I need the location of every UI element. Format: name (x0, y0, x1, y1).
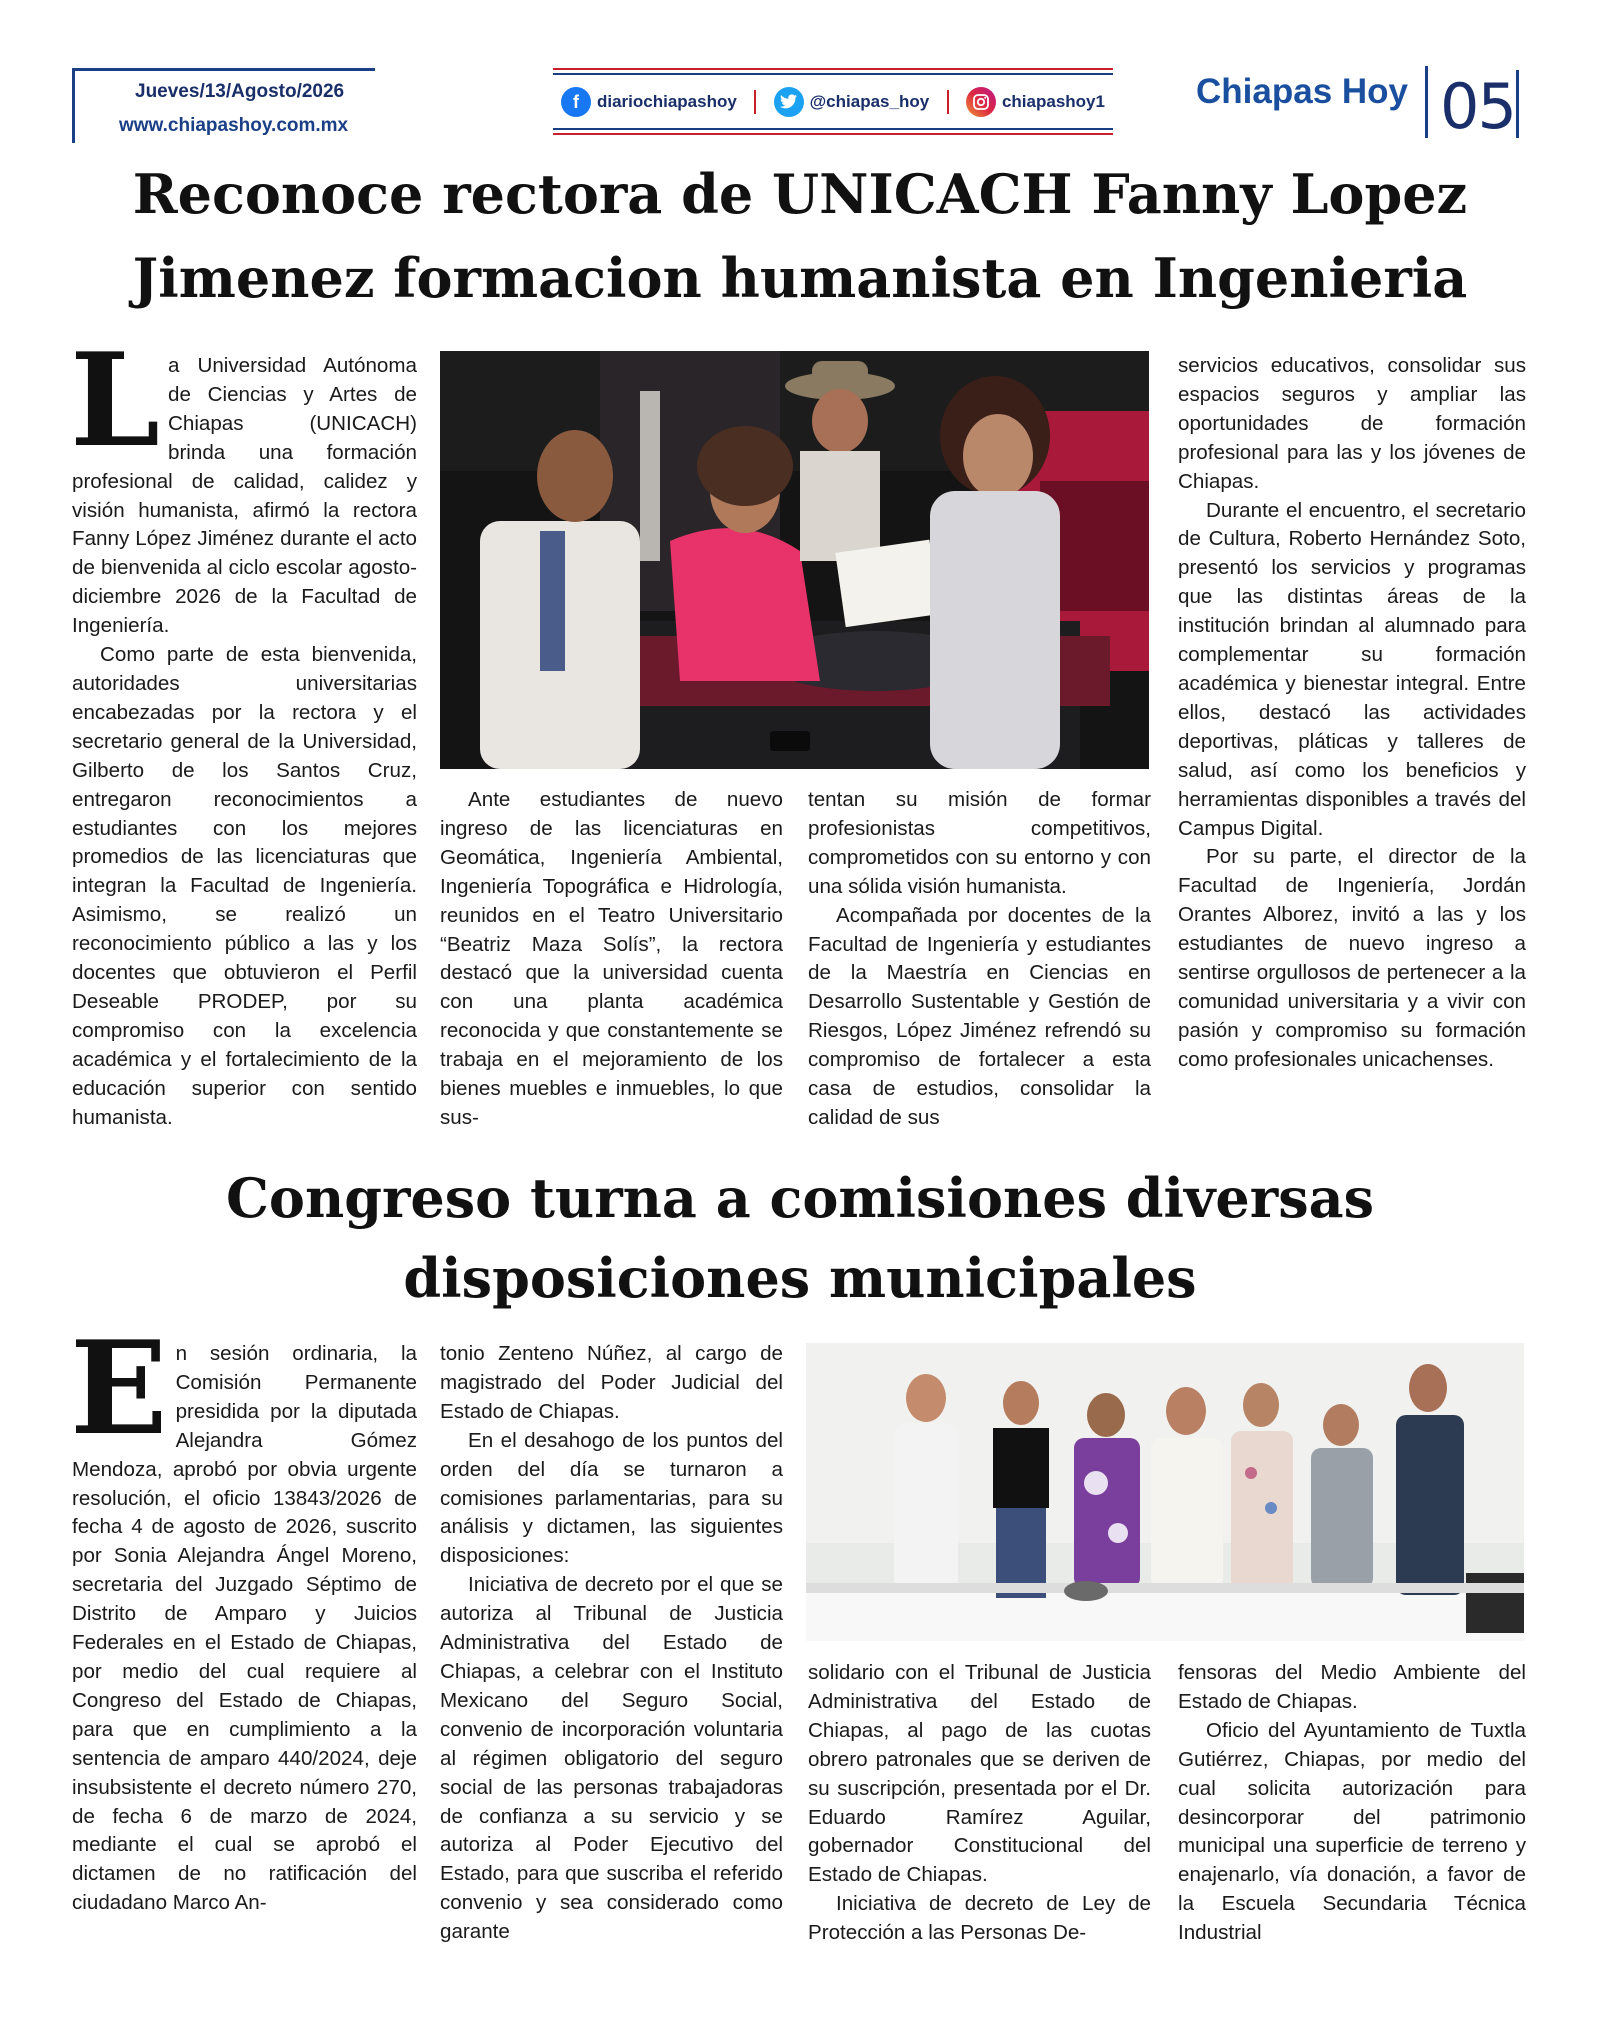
issue-date: Jueves/13/Agosto/2026 (135, 81, 345, 102)
paragraph: servicios educativos, consolidar sus espacios seguros y ampliar las oportunidades de formación profesional para las y los jóvenes de Chiapas. (1178, 354, 1526, 493)
article2-column-3 (808, 1659, 1151, 1948)
dropcap: L (70, 326, 160, 476)
twitter-link[interactable] (774, 87, 930, 117)
article2-photo (806, 1343, 1524, 1641)
paragraph: a Universidad Autónoma de Ciencias y Artes de Chiapas (UNICACH) brinda una formación profesional de calidad, calidez y visión humanista, afirmó la rectora Fanny López Jiménez durante el acto de bienvenida al ciclo escolar agosto-diciembre 2026 de la Facultad de Ingeniería. (72, 354, 417, 638)
article1-column-3 (808, 786, 1151, 1133)
paragraph: Durante el encuentro, el secretario de Cultura, Roberto Hernández Soto, presentó los servicios y programas que las distintas áreas de la institución brindan al alumnado para complementar su formación académica y bienestar integral. Entre ellos, destacó las actividades deportivas, pláticas y talleres de salud, así como los beneficios y herramientas disponibles a través del Campus Digital. (1178, 498, 1526, 840)
article1-column-4 (1178, 352, 1526, 1075)
newspaper-brand: Chiapas Hoy (1196, 72, 1408, 111)
website-link[interactable]: www.chiapashoy.com.mx (119, 115, 349, 136)
twitter-handle: @chiapas_hoy (809, 92, 930, 111)
facebook-handle: diariochiapashoy (597, 92, 737, 111)
article1-headline-line1: Reconoce rectora de UNICACH Fanny Lopez (132, 162, 1468, 226)
instagram-link[interactable] (966, 87, 1105, 117)
article2-column-2 (440, 1340, 783, 1947)
facebook-icon: f (561, 87, 591, 117)
dropcap: E (70, 1314, 168, 1464)
article2-headline-line2: disposiciones municipales (403, 1246, 1197, 1310)
paragraph: fensoras del Medio Ambiente del Estado de Chiapas. (1178, 1661, 1526, 1713)
paragraph: tentan su misión de formar profesionistas competitivos, comprometidos con su entorno y con una sólida visión humanista. (808, 788, 1151, 898)
divider (947, 90, 949, 114)
divider (553, 73, 1113, 75)
article1-column-1 (70, 326, 417, 1132)
paragraph: Oficio del Ayuntamiento de Tuxtla Gutiérrez, Chiapas, por medio del cual solicita autorización para desincorporar del patrimonio municipal una superficie de terreno y enajenarlo, vía donación, a favor de la Escuela Secundaria Técnica Industrial (1178, 1718, 1526, 1945)
page-number: 05 (1440, 70, 1515, 143)
article1-headline-line2: Jimenez formacion humanista en Ingenieria (132, 246, 1468, 310)
paragraph: Acompañada por docentes de la Facultad de Ingeniería y estudiantes de la Maestría en Ciencias en Desarrollo Sustentable y Gestión de Riesgos, López Jiménez refrendó su compromiso de fortalecer a esta casa de estudios, consolidar la calidad de sus (808, 903, 1151, 1129)
divider (553, 133, 1113, 135)
instagram-icon (966, 87, 996, 117)
divider (1516, 70, 1519, 138)
social-bar (553, 68, 1113, 136)
header-dateline (72, 68, 375, 143)
article2-column-4 (1178, 1659, 1526, 1948)
divider (754, 90, 756, 114)
divider (553, 128, 1113, 130)
paragraph: Como parte de esta bienvenida, autoridades universitarias encabezadas por la rectora y el secretario general de la Universidad, Gilberto de los Santos Cruz, entregaron reconocimientos a estudiantes con los mejores promedios de las licenciaturas que integran la Facultad de Ingeniería. Asimismo, se realizó un reconocimiento público a las y los docentes que obtuvieron el Perfil Deseable PRODEP, por su compromiso con la excelencia académica y el fortalecimiento de la educación superior con sentido humanista. (72, 643, 417, 1129)
article1-column-2 (440, 786, 783, 1133)
paragraph: Iniciativa de decreto por el que se autoriza al Tribunal de Justicia Administrativa del Estado de Chiapas, a celebrar con el Instituto Mexicano del Seguro Social, convenio de incorporación voluntaria al régimen obligatorio del seguro social de las personas trabajadoras de confianza a su servicio y se autoriza al Poder Ejecutivo del Estado, para que suscriba el referido convenio y sea considerado como garante (440, 1573, 783, 1944)
article2-column-1 (70, 1314, 417, 1918)
paragraph: En el desahogo de los puntos del orden del día se turnaron a comisiones parlamentarias, para su análisis y dictamen, las siguientes disposiciones: (440, 1428, 783, 1568)
facebook-link[interactable] (561, 87, 737, 117)
paragraph: Ante estudiantes de nuevo ingreso de las licenciaturas en Geomática, Ingeniería Ambiental, Ingeniería Topográfica e Hidrología, reunidos en el Teatro Universitario “Beatriz Maza Solís”, la rectora destacó que la universidad cuenta con una planta académica reconocida y que constantemente se trabaja en el mejoramiento de los bienes muebles e inmuebles, lo que sus- (440, 788, 783, 1129)
paragraph: n sesión ordinaria, la Comisión Permanente presidida por la diputada Alejandra Gómez Mendoza, aprobó por obvia urgente resolución, el oficio 13843/2026 de fecha 4 de agosto de 2026, suscrito por Sonia Alejandra Ángel Moreno, secretaria del Juzgado Séptimo de Distrito de Amparo y Juicios Federales en el Estado de Chiapas, por medio del cual requiere al Congreso del Estado de Chiapas, para que en cumplimiento a la sentencia de amparo 440/2024, deje insubsistente el decreto número 270, de fecha 6 de marzo de 2024, mediante el cual se aprobó el dictamen de no ratificación del ciudadano Marco An- (72, 1342, 417, 1915)
paragraph: Por su parte, el director de la Facultad de Ingeniería, Jordán Orantes Alborez, invitó a las y los estudiantes de nuevo ingreso a sentirse orgullosos de pertenecer a la comunidad universitaria y a vivir con pasión y compromiso su formación como profesionales unicachenses. (1178, 845, 1526, 1071)
paragraph: solidario con el Tribunal de Justicia Administrativa del Estado de Chiapas, al pago de las cuotas obrero patronales que se deriven de su suscripción, presentada por el Dr. Eduardo Ramírez Aguilar, gobernador Constitucional del Estado de Chiapas. (808, 1661, 1151, 1887)
paragraph: tonio Zenteno Núñez, al cargo de magistrado del Poder Judicial del Estado de Chiapas. (440, 1342, 783, 1423)
divider (1425, 66, 1428, 138)
article1-photo (440, 351, 1149, 769)
paragraph: Iniciativa de decreto de Ley de Protección a las Personas De- (808, 1892, 1151, 1945)
article2-headline-line1: Congreso turna a comisiones diversas (225, 1166, 1375, 1230)
twitter-icon (774, 87, 804, 117)
instagram-handle: chiapashoy1 (1001, 92, 1105, 111)
divider (553, 68, 1113, 70)
